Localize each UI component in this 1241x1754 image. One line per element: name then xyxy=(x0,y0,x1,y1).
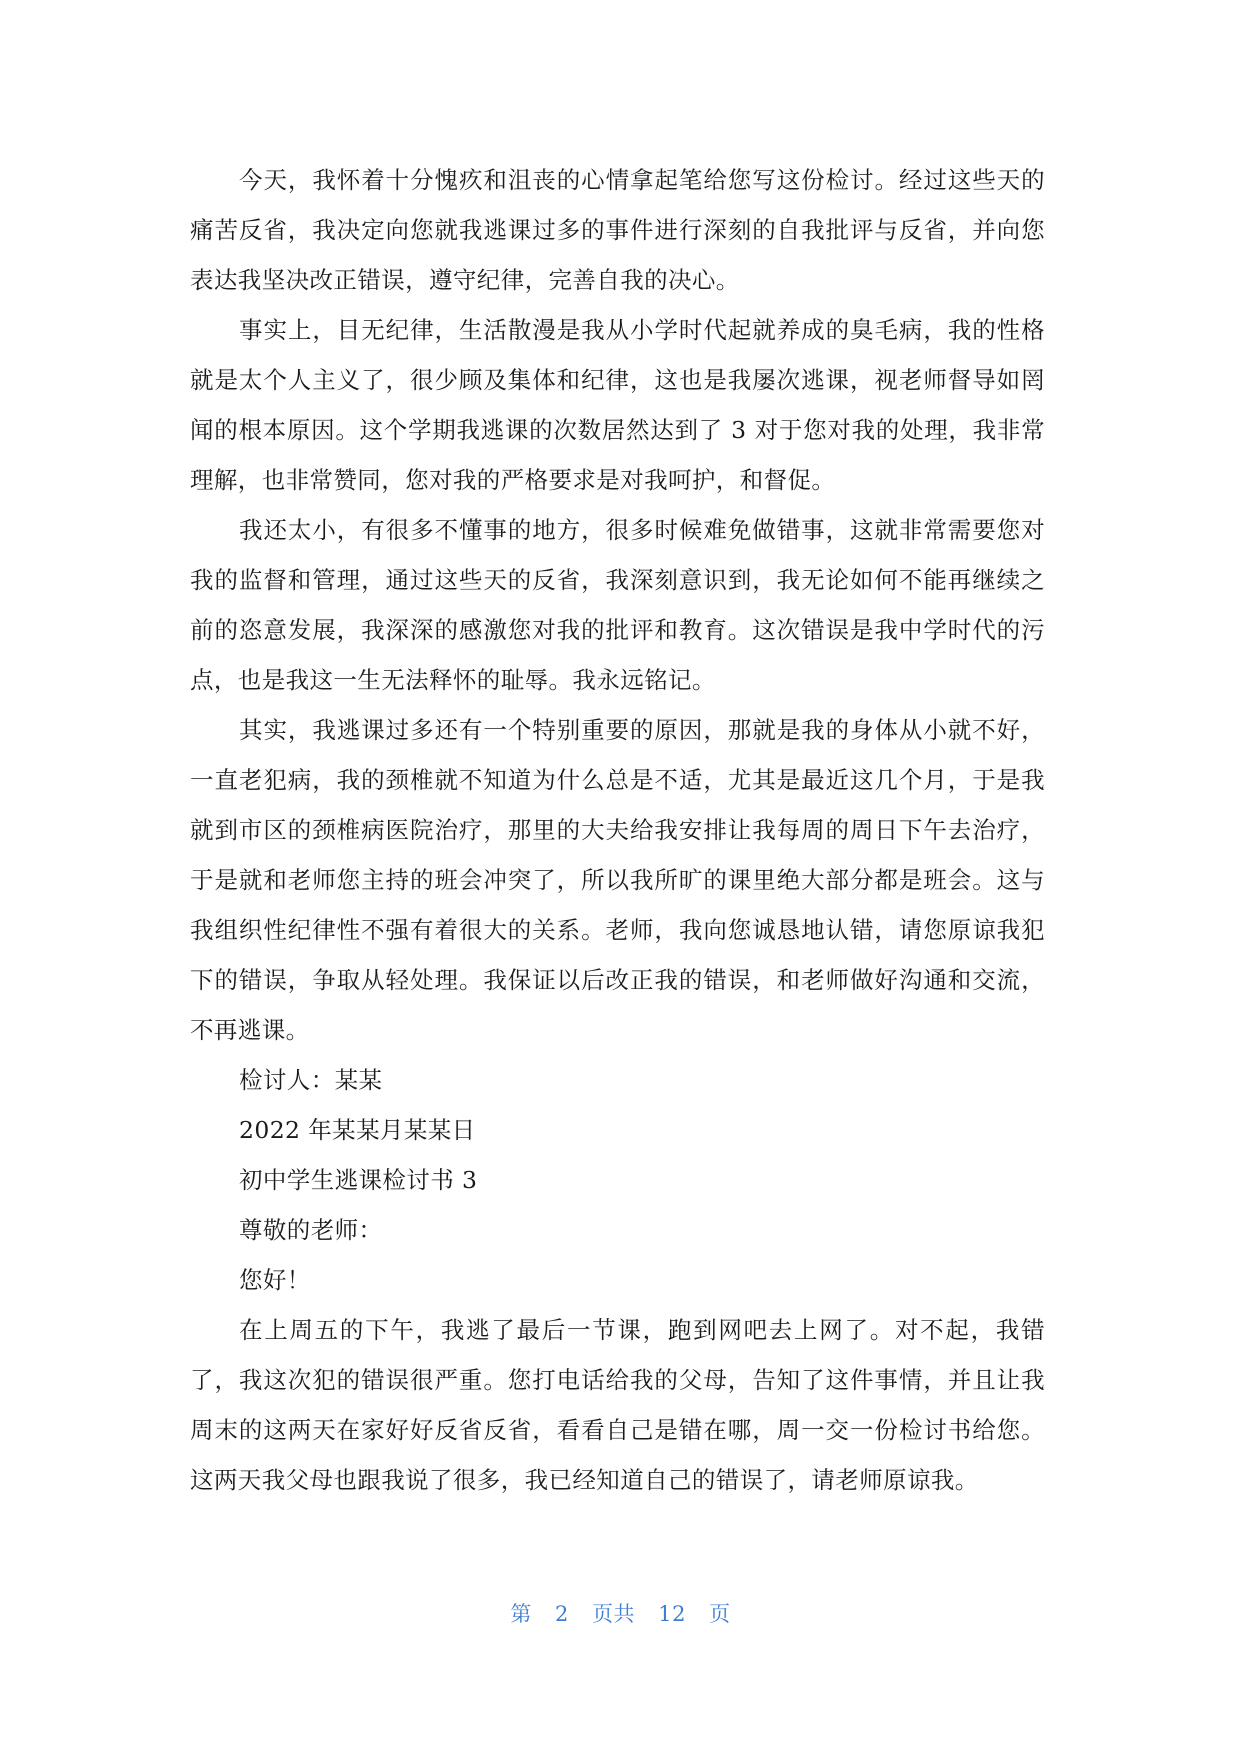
date-line: 2022 年某某月某某日 xyxy=(239,1116,476,1144)
document-body xyxy=(190,155,1045,1505)
paragraph-1: 今天，我怀着十分愧疚和沮丧的心情拿起笔给您写这份检讨。经过这些天的痛苦反省，我决定向您就我逃课过多的事件进行深刻的自我批评与反省，并向您表达我坚决改正错误，遵守纪律，完善自我的决心。 xyxy=(190,166,1045,294)
footer-ye-gong: 页共 xyxy=(592,1602,636,1626)
paragraph-2: 事实上，目无纪律，生活散漫是我从小学时代起就养成的臭毛病，我的性格就是太个人主义了，很少顾及集体和纪律，这也是我屡次逃课，视老师督导如罔闻的根本原因。这个学期我逃课的次数居然达到了 3 对于您对我的处理，我非常理解，也非常赞同，您对我的严格要求是对我呵护，和督促。 xyxy=(190,316,1045,494)
footer-ye: 页 xyxy=(709,1602,731,1626)
final-paragraph: 在上周五的下午，我逃了最后一节课，跑到网吧去上网了。对不起，我错了，我这次犯的错误很严重。您打电话给我的父母，告知了这件事情，并且让我周末的这两天在家好好反省反省，看看自己是错在哪，周一交一份检讨书给您。这两天我父母也跟我说了很多，我已经知道自己的错误了，请老师原谅我。 xyxy=(190,1316,1045,1494)
signature-line: 检讨人：某某 xyxy=(239,1066,383,1094)
greeting-line: 您好！ xyxy=(239,1266,311,1294)
page-footer xyxy=(0,1598,1241,1628)
paragraph-4: 其实，我逃课过多还有一个特别重要的原因，那就是我的身体从小就不好，一直老犯病，我的颈椎就不知道为什么总是不适，尤其是最近这几个月，于是我就到市区的颈椎病医院治疗，那里的大夫给我安排让我每周的周日下午去治疗，于是就和老师您主持的班会冲突了，所以我所旷的课里绝大部分都是班会。这与我组织性纪律性不强有着很大的关系。老师，我向您诚恳地认错，请您原谅我犯下的错误，争取从轻处理。我保证以后改正我的错误，和老师做好沟通和交流，不再逃课。 xyxy=(190,716,1045,1044)
footer-page-current: 2 xyxy=(555,1602,569,1626)
next-section-title: 初中学生逃课检讨书 3 xyxy=(239,1166,478,1194)
paragraph-3: 我还太小，有很多不懂事的地方，很多时候难免做错事，这就非常需要您对我的监督和管理，通过这些天的反省，我深刻意识到，我无论如何不能再继续之前的恣意发展，我深深的感激您对我的批评和教育。这次错误是我中学时代的污点，也是我这一生无法释怀的耻辱。我永远铭记。 xyxy=(190,516,1045,694)
footer-page-total: 12 xyxy=(658,1602,686,1626)
footer-di: 第 xyxy=(510,1602,532,1626)
salutation-line: 尊敬的老师： xyxy=(239,1216,383,1244)
